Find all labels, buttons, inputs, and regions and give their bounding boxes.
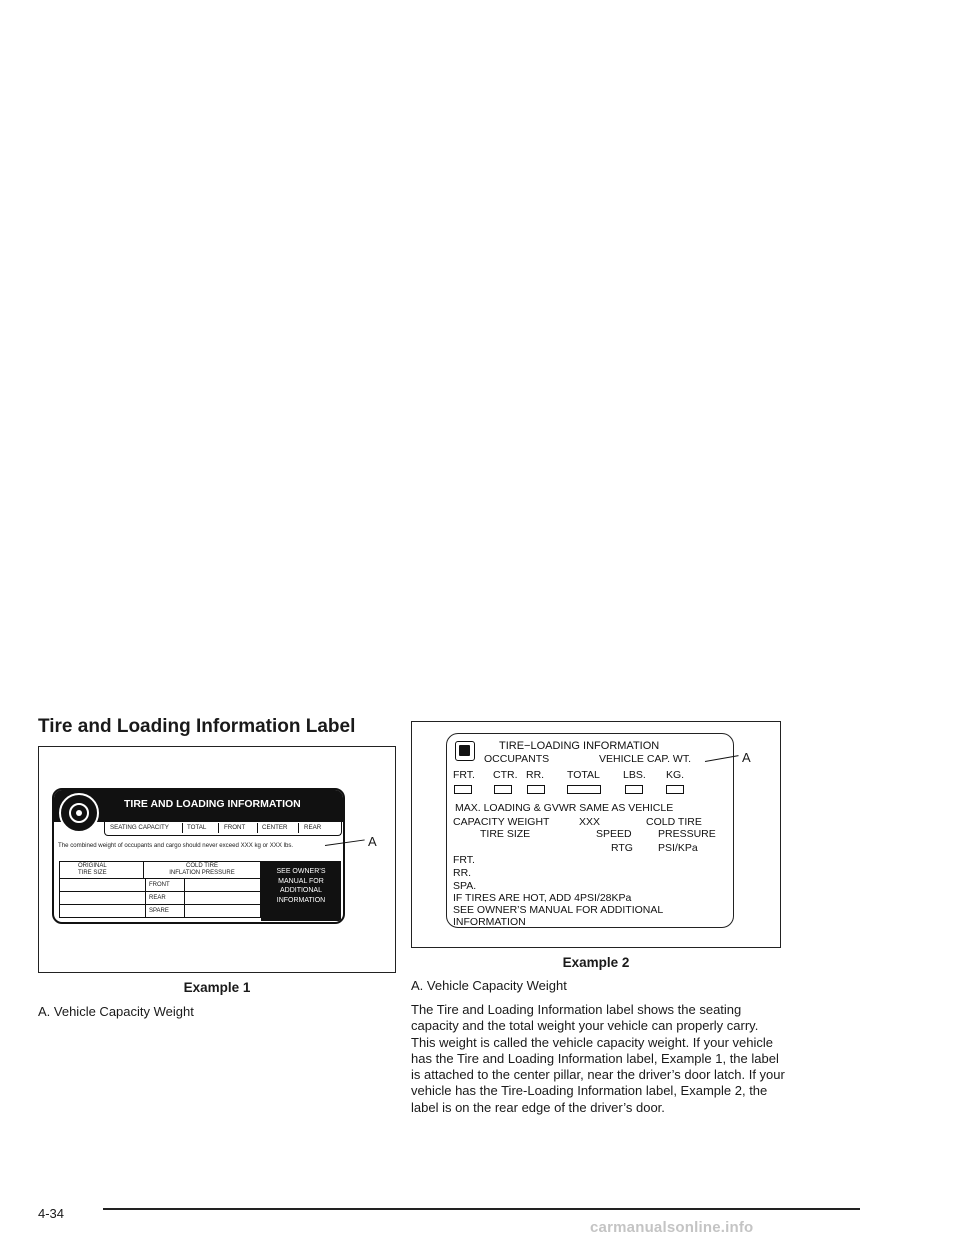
- label2-occupants: OCCUPANTS: [484, 753, 550, 765]
- label2-hot-note: IF TIRES ARE HOT, ADD 4PSI/28KPa: [453, 892, 632, 904]
- label2-speed: SPEED: [596, 828, 632, 840]
- entry-box: [494, 785, 512, 794]
- gm-logo-icon: [455, 741, 475, 761]
- entry-box: [454, 785, 472, 794]
- example2-label: [446, 733, 734, 928]
- label2-total: TOTAL: [567, 769, 600, 781]
- table-row: [59, 892, 261, 905]
- label2-psi-kpa: PSI/KPa: [658, 842, 698, 854]
- example1-caption: Example 1: [183, 980, 251, 995]
- field-center: CENTER: [262, 824, 288, 831]
- label1-combined-weight: The combined weight of occupants and cargo should never exceed XXX kg or XXX lbs.: [58, 842, 294, 849]
- label2-rr: RR.: [526, 769, 545, 781]
- label2-see-owner: SEE OWNER’S MANUAL FOR ADDITIONAL: [453, 904, 664, 916]
- label2-xxx: XXX: [579, 816, 601, 828]
- field-seating-capacity: SEATING CAPACITY: [110, 824, 169, 831]
- table-row: [59, 879, 261, 892]
- label2-ctr: CTR.: [493, 769, 518, 781]
- label2-kg: KG.: [666, 769, 685, 781]
- page-number: 4-34: [38, 1206, 65, 1221]
- section-title: Tire and Loading Information Label: [38, 716, 356, 737]
- row-label-rear: REAR: [145, 892, 185, 904]
- example2-caption: Example 2: [562, 955, 630, 970]
- col-original-tire-size: ORIGINAL TIRE SIZE: [59, 861, 144, 879]
- label1-fields: [104, 822, 342, 836]
- label2-rtg: RTG: [611, 842, 633, 854]
- label2-cold-tire: COLD TIRE: [646, 816, 702, 828]
- label2-title: TIRE−LOADING INFORMATION: [499, 740, 660, 752]
- example1-label: [52, 788, 345, 924]
- entry-box: [567, 785, 601, 794]
- label1-tire-table: [59, 861, 261, 919]
- tire-icon: [59, 793, 99, 833]
- label2-max-loading: MAX. LOADING & GVWR SAME AS VEHICLE: [455, 802, 674, 814]
- row-label-spare: SPARE: [145, 905, 185, 917]
- label2-capacity-weight: CAPACITY WEIGHT: [453, 816, 550, 828]
- entry-box: [625, 785, 643, 794]
- label2-information: INFORMATION: [453, 916, 526, 928]
- label2-row-rr: RR.: [453, 867, 472, 879]
- label2-frt: FRT.: [453, 769, 475, 781]
- entry-box: [666, 785, 684, 794]
- example1-note: A. Vehicle Capacity Weight: [38, 1004, 194, 1019]
- example2-note: A. Vehicle Capacity Weight: [411, 978, 567, 993]
- label1-see-owner: SEE OWNER’S MANUAL FOR ADDITIONAL INFORMATION: [261, 861, 341, 921]
- callout-a: A: [368, 834, 377, 849]
- label2-pressure: PRESSURE: [658, 828, 716, 840]
- footer-rule: [103, 1208, 860, 1210]
- entry-box: [527, 785, 545, 794]
- label2-vehicle-cap: VEHICLE CAP. WT.: [599, 753, 691, 765]
- watermark: carmanualsonline.info: [590, 1219, 754, 1236]
- row-label-front: FRONT: [145, 879, 185, 891]
- field-total: TOTAL: [187, 824, 207, 831]
- body-paragraph: The Tire and Loading Information label shows the seating capacity and the total weight your vehicle can properly carry. This weight is called the vehicle capacity weight. If your vehicle has the Tire and Loading Information label, Example 1, the label is attached to the center pillar, near the driver’s door latch. If your vehicle has the Tire-Loading Information label, Example 2, the label is on the rear edge of the driver’s door.: [411, 1002, 785, 1115]
- col-cold-tire-pressure: COLD TIRE INFLATION PRESSURE: [144, 861, 261, 879]
- table-row: [59, 905, 261, 918]
- field-rear: REAR: [304, 824, 322, 831]
- label2-lbs: LBS.: [623, 769, 646, 781]
- field-front: FRONT: [224, 824, 246, 831]
- callout-a: A: [742, 750, 751, 765]
- label2-row-spa: SPA.: [453, 880, 477, 892]
- label1-title: TIRE AND LOADING INFORMATION: [124, 798, 301, 810]
- label2-tire-size: TIRE SIZE: [480, 828, 531, 840]
- label2-row-frt: FRT.: [453, 854, 475, 866]
